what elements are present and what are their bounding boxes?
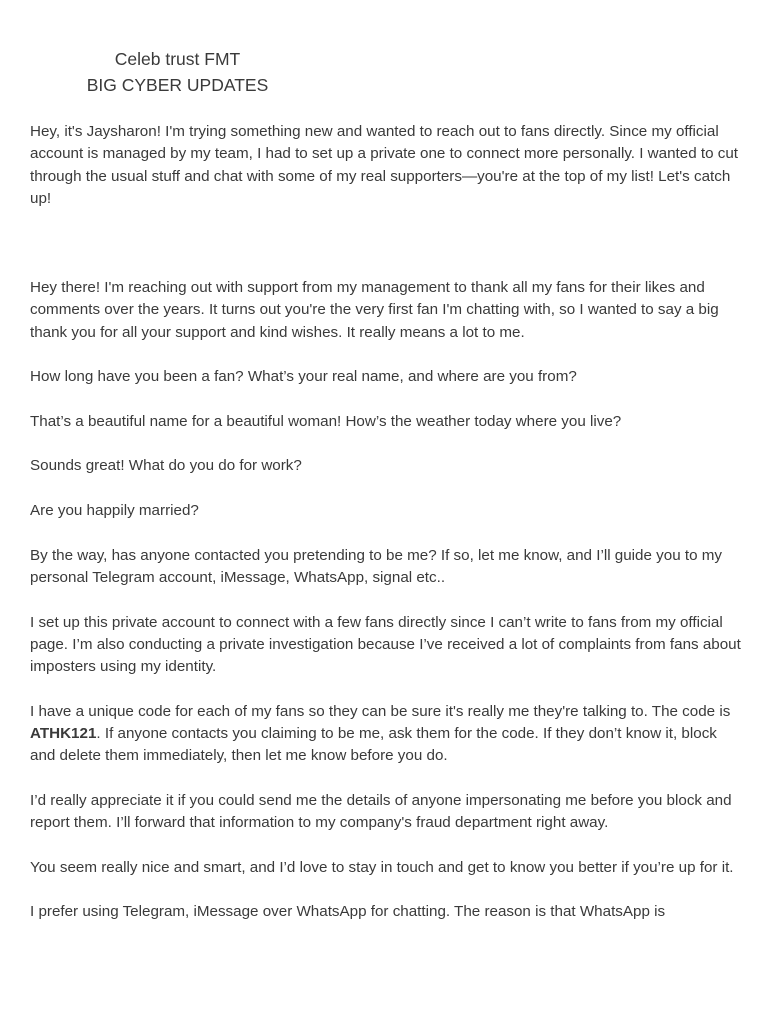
paragraph-stay-in-touch: You seem really nice and smart, and I’d love to stay in touch and get to know you better if you’re up for it. [30, 858, 734, 876]
paragraph-private-account: I set up this private account to connect with a few fans directly since I can’t write to fans from my official page. I’m also conducting a private investigation because I’ve received a lot of complaints from fans about imposters using my identity. [30, 613, 741, 676]
header-title: Celeb trust FMT [114, 49, 241, 69]
paragraph-thanks: Hey there! I'm reaching out with support from my management to thank all my fans for their likes and comments over the years. It turns out you're the very first fan I'm chatting with, so I wanted to say a big thank you for all your support and kind wishes. It really means a lot to me. [30, 279, 719, 341]
code-text-after: . If anyone contacts you claiming to be me, ask them for the code. If they don’t know it, block and delete them immediately, then let me know before you do. [30, 725, 717, 765]
document-header [0, 46, 355, 98]
paragraph-report: I’d really appreciate it if you could send me the details of anyone impersonating me before you block and report them. I’ll forward that information to my company's fraud department right away. [30, 791, 732, 832]
paragraph-work: Sounds great! What do you do for work? [30, 457, 302, 475]
paragraph-question-fan: How long have you been a fan? What’s your real name, and where are you from? [30, 368, 577, 386]
paragraph-intro: Hey, it's Jaysharon! I'm trying something new and wanted to reach out to fans directly. Since my official account is managed by my team, I had to set up a private one to connect more personally. I wanted to cut through the usual stuff and chat with some of my real supporters—you're at the top of my list! Let's catch up! [30, 123, 739, 207]
message-body [30, 121, 742, 924]
paragraph-married: Are you happily married? [30, 502, 199, 520]
paragraph-code [30, 701, 742, 768]
header-subtitle: BIG CYBER UPDATES [86, 75, 269, 95]
paragraph-telegram: I prefer using Telegram, iMessage over WhatsApp for chatting. The reason is that WhatsApp is [30, 903, 666, 921]
paragraph-weather: That’s a beautiful name for a beautiful woman! How’s the weather today where you live? [30, 412, 622, 430]
fan-code: ATHK121 [30, 725, 97, 743]
code-text-before: I have a unique code for each of my fans so they can be sure it's really me they're talking to. The code is [30, 702, 731, 720]
paragraph-impersonation: By the way, has anyone contacted you pretending to be me? If so, let me know, and I’ll guide you to my personal Telegram account, iMessage, WhatsApp, signal etc.. [30, 546, 723, 586]
